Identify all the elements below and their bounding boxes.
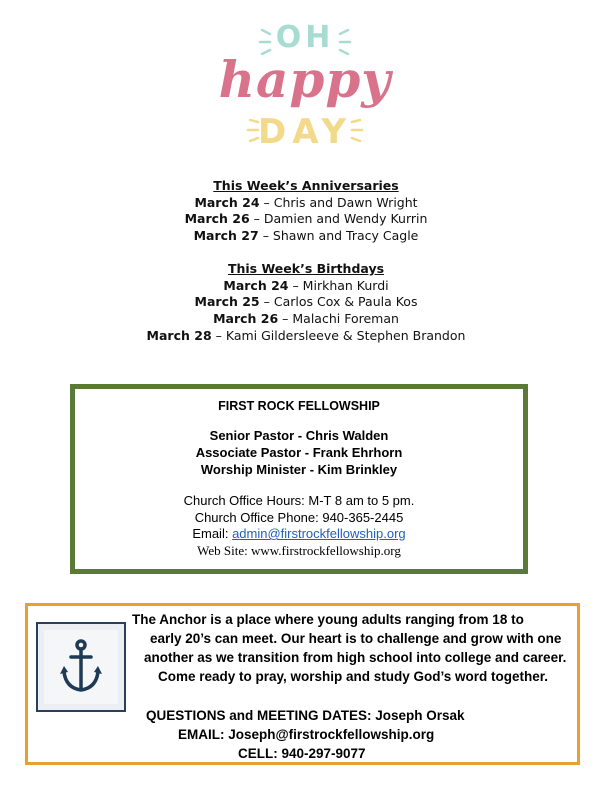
pastor-list: [75, 427, 523, 478]
office-hours: Church Office Hours: M-T 8 am to 5 pm.: [183, 493, 415, 508]
office-phone: Church Office Phone: 940-365-2445: [194, 509, 404, 525]
senior-pastor: Senior Pastor - Chris Walden: [209, 428, 389, 443]
anchor-line: The Anchor is a place where young adults ranging from 18 to: [132, 612, 524, 627]
anchor-line: another as we transition from high school into college and career.: [144, 650, 567, 665]
email-link[interactable]: admin@firstrockfellowship.org: [232, 526, 406, 541]
email-line: [75, 526, 523, 543]
birthdays-section: [0, 261, 612, 345]
anniversary-item: [0, 228, 612, 245]
anniversary-date: March 27: [193, 228, 259, 244]
logo-day: DAY: [258, 112, 352, 152]
contact-cell: CELL: 940-297-9077: [238, 746, 366, 761]
birthday-date: March 24: [223, 277, 289, 293]
birthday-item: [0, 311, 612, 328]
birthday-date: March 25: [194, 294, 260, 310]
website-line: Web Site: www.firstrockfellowship.org: [197, 542, 401, 558]
birthdays-heading: This Week’s Birthdays: [227, 261, 385, 276]
anniversary-item: [0, 195, 612, 212]
anchor-line: Come ready to pray, worship and study God’s word together.: [158, 669, 549, 684]
anniversary-names: – Chris and Dawn Wright: [259, 194, 418, 210]
contact-questions: QUESTIONS and MEETING DATES: Joseph Orsak: [146, 708, 465, 723]
birthday-item: [0, 294, 612, 311]
church-contact-info: [75, 493, 523, 559]
fellowship-title: FIRST ROCK FELLOWSHIP: [218, 399, 380, 413]
logo-oh: OH: [275, 20, 335, 55]
birthday-item: [0, 328, 612, 345]
anniversary-date: March 26: [184, 211, 250, 227]
anniversary-names: – Shawn and Tracy Cagle: [258, 228, 419, 244]
the-anchor-box: [25, 603, 580, 765]
fellowship-info-box: [70, 384, 528, 574]
associate-pastor: Associate Pastor - Frank Ehrhorn: [195, 445, 403, 460]
anniversary-date: March 24: [194, 194, 260, 210]
anniversary-names: – Damien and Wendy Kurrin: [249, 211, 428, 227]
anchor-description: [132, 610, 572, 686]
birthday-item: [0, 278, 612, 295]
contact-email: EMAIL: Joseph@firstrockfellowship.org: [178, 727, 435, 742]
birthday-date: March 26: [213, 311, 279, 327]
birthday-names: – Kami Gildersleeve & Stephen Brandon: [211, 327, 466, 343]
anchor-contact: [146, 706, 465, 763]
anniversary-item: [0, 211, 612, 228]
anchor-line: early 20’s can meet. Our heart is to challenge and grow with one: [150, 631, 562, 646]
anniversaries-heading: This Week’s Anniversaries: [213, 178, 399, 193]
birthday-names: – Mirkhan Kurdi: [288, 277, 389, 293]
anchor-icon: [44, 630, 118, 704]
email-label: Email:: [192, 526, 233, 541]
birthday-date: March 28: [146, 327, 212, 343]
oh-happy-day-logo: [200, 14, 410, 154]
worship-minister: Worship Minister - Kim Brinkley: [200, 462, 398, 477]
birthday-names: – Malachi Foreman: [278, 311, 399, 327]
logo-happy: happy: [218, 50, 392, 109]
birthday-names: – Carlos Cox & Paula Kos: [259, 294, 418, 310]
anchor-image: [36, 622, 126, 712]
anniversaries-section: [0, 178, 612, 245]
